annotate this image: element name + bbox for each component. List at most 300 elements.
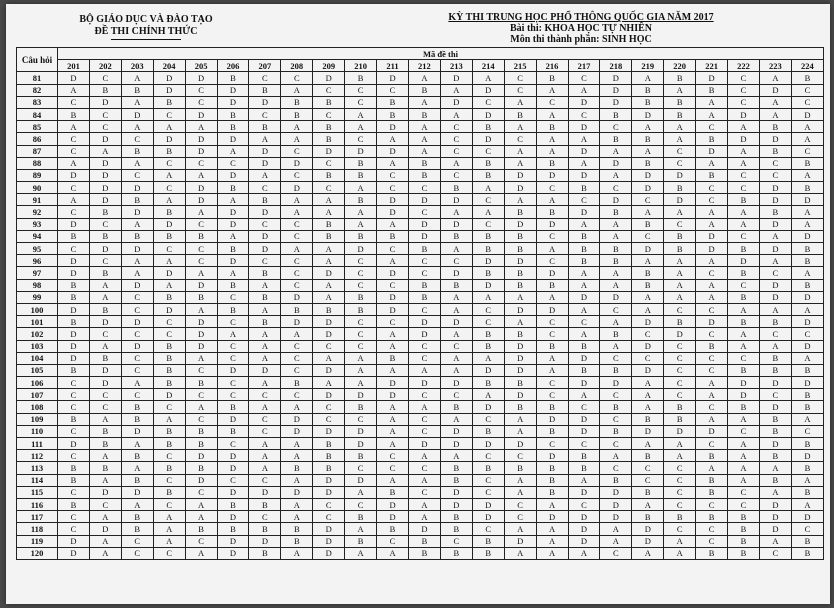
answer-cell: D — [600, 96, 632, 108]
answer-cell: B — [536, 486, 568, 498]
answer-cell: B — [217, 498, 249, 510]
answer-cell: B — [217, 243, 249, 255]
answer-cell: D — [377, 377, 409, 389]
question-number: 96 — [17, 255, 58, 267]
answer-cell: A — [89, 511, 121, 523]
answer-cell: A — [313, 194, 345, 206]
table-row — [17, 194, 824, 206]
answer-cell: A — [89, 474, 121, 486]
answer-cell: C — [600, 121, 632, 133]
answer-cell: C — [313, 340, 345, 352]
answer-cell: B — [217, 279, 249, 291]
answer-cell: B — [377, 96, 409, 108]
answer-cell: C — [281, 169, 313, 181]
answer-cell: B — [185, 291, 217, 303]
answer-cell: A — [728, 328, 760, 340]
answer-cell: A — [281, 474, 313, 486]
answer-cell: B — [696, 474, 728, 486]
answer-cell: B — [536, 206, 568, 218]
answer-cell: A — [377, 133, 409, 145]
answer-cell: B — [791, 389, 823, 401]
answer-cell: C — [408, 425, 440, 437]
answer-cell: B — [153, 462, 185, 474]
answer-cell: A — [345, 377, 377, 389]
exam-code-223: 223 — [759, 60, 791, 72]
answer-cell: B — [504, 462, 536, 474]
exam-codes-row — [17, 60, 824, 72]
answer-cell: D — [217, 547, 249, 559]
answer-cell: B — [408, 84, 440, 96]
answer-cell: A — [568, 328, 600, 340]
answer-cell: D — [759, 523, 791, 535]
question-number: 97 — [17, 267, 58, 279]
answer-cell: C — [313, 413, 345, 425]
answer-cell: B — [600, 243, 632, 255]
answer-cell: B — [696, 486, 728, 498]
answer-cell: C — [58, 206, 90, 218]
answer-cell: A — [536, 145, 568, 157]
answer-cell: D — [345, 389, 377, 401]
answer-cell: B — [408, 108, 440, 120]
answer-cell: B — [153, 230, 185, 242]
answer-cell: A — [632, 389, 664, 401]
answer-cell: D — [58, 72, 90, 84]
answer-cell: C — [345, 84, 377, 96]
answer-cell: C — [185, 157, 217, 169]
answer-cell: D — [185, 145, 217, 157]
answer-cell: D — [632, 535, 664, 547]
answer-cell: B — [600, 206, 632, 218]
answer-cell: C — [281, 340, 313, 352]
answer-cell: B — [58, 291, 90, 303]
table-row — [17, 425, 824, 437]
answer-cell: A — [185, 401, 217, 413]
answer-cell: D — [728, 255, 760, 267]
answer-cell: C — [440, 145, 472, 157]
answer-cell: B — [536, 279, 568, 291]
answer-cell: C — [504, 450, 536, 462]
answer-cell: D — [121, 206, 153, 218]
answer-cell: A — [408, 498, 440, 510]
answer-cell: B — [345, 450, 377, 462]
answer-cell: C — [153, 157, 185, 169]
answer-cell: A — [440, 84, 472, 96]
answer-cell: B — [440, 182, 472, 194]
answer-cell: A — [728, 462, 760, 474]
answer-cell: D — [249, 206, 281, 218]
answer-cell: B — [504, 267, 536, 279]
answer-cell: A — [281, 438, 313, 450]
answer-cell: C — [664, 523, 696, 535]
answer-cell: D — [345, 438, 377, 450]
exam-subject: Bài thi: KHOA HỌC TỰ NHIÊN — [510, 23, 652, 34]
answer-cell: C — [664, 462, 696, 474]
answer-cell: C — [185, 218, 217, 230]
answer-cell: D — [472, 108, 504, 120]
answer-cell: B — [249, 194, 281, 206]
answer-cell: B — [408, 157, 440, 169]
answer-cell: D — [249, 145, 281, 157]
answer-cell: D — [345, 145, 377, 157]
answer-cell: A — [568, 279, 600, 291]
answer-cell: C — [696, 182, 728, 194]
answer-cell: B — [696, 169, 728, 181]
answer-cell: A — [345, 206, 377, 218]
answer-cell: B — [472, 340, 504, 352]
answer-cell: C — [568, 108, 600, 120]
answer-cell: B — [249, 498, 281, 510]
exam-code-216: 216 — [536, 60, 568, 72]
table-row — [17, 206, 824, 218]
answer-cell: A — [472, 352, 504, 364]
table-row — [17, 389, 824, 401]
answer-cell: C — [472, 194, 504, 206]
answer-cell: C — [89, 401, 121, 413]
answer-cell: A — [440, 206, 472, 218]
answer-cell: D — [58, 255, 90, 267]
answer-cell: A — [728, 438, 760, 450]
answer-cell: B — [89, 438, 121, 450]
answer-cell: A — [249, 133, 281, 145]
question-number: 93 — [17, 218, 58, 230]
answer-cell: B — [472, 157, 504, 169]
answer-cell: C — [696, 121, 728, 133]
answer-cell: A — [313, 255, 345, 267]
answer-cell: D — [153, 218, 185, 230]
answer-cell: B — [217, 121, 249, 133]
answer-cell: C — [728, 352, 760, 364]
answer-cell: C — [472, 316, 504, 328]
answer-cell: C — [345, 328, 377, 340]
answer-cell: A — [249, 462, 281, 474]
answer-cell: A — [281, 498, 313, 510]
answer-cell: B — [217, 523, 249, 535]
answer-cell: D — [472, 511, 504, 523]
answer-cell: A — [153, 279, 185, 291]
answer-cell: A — [249, 169, 281, 181]
answer-cell: A — [58, 121, 90, 133]
answer-cell: A — [536, 523, 568, 535]
answer-cell: A — [121, 96, 153, 108]
answer-cell: A — [281, 450, 313, 462]
answer-cell: D — [472, 279, 504, 291]
answer-cell: A — [377, 438, 409, 450]
answer-cell: C — [377, 182, 409, 194]
answer-cell: D — [600, 486, 632, 498]
ministry-name: BỘ GIÁO DỤC VÀ ĐÀO TẠO — [79, 14, 213, 25]
exam-code-219: 219 — [632, 60, 664, 72]
exam-code-207: 207 — [249, 60, 281, 72]
answer-cell: B — [249, 547, 281, 559]
answer-cell: B — [664, 511, 696, 523]
answer-cell: C — [345, 279, 377, 291]
answer-cell: A — [759, 303, 791, 315]
answer-cell: A — [377, 413, 409, 425]
answer-cell: D — [58, 535, 90, 547]
answer-cell: D — [217, 450, 249, 462]
answer-cell: D — [313, 72, 345, 84]
answer-cell: D — [759, 279, 791, 291]
answer-cell: A — [568, 84, 600, 96]
answer-cell: A — [791, 474, 823, 486]
answer-cell: D — [759, 218, 791, 230]
answer-cell: D — [632, 316, 664, 328]
exam-code-217: 217 — [568, 60, 600, 72]
answer-cell: A — [58, 194, 90, 206]
answer-cell: D — [89, 377, 121, 389]
answer-cell: C — [472, 523, 504, 535]
answer-cell: C — [281, 255, 313, 267]
answer-cell: C — [249, 474, 281, 486]
answer-cell: D — [377, 194, 409, 206]
answer-cell: D — [377, 145, 409, 157]
answer-cell: D — [217, 169, 249, 181]
answer-cell: C — [58, 243, 90, 255]
answer-cell: C — [58, 450, 90, 462]
answer-cell: A — [696, 255, 728, 267]
answer-cell: B — [568, 255, 600, 267]
exam-title: KỲ THI TRUNG HỌC PHỔ THÔNG QUỐC GIA NĂM 2017 — [448, 12, 714, 23]
table-row — [17, 498, 824, 510]
answer-cell: C — [728, 182, 760, 194]
question-number: 102 — [17, 328, 58, 340]
answer-cell: D — [217, 84, 249, 96]
answer-cell: C — [185, 486, 217, 498]
answer-cell: A — [408, 511, 440, 523]
answer-cell: D — [408, 438, 440, 450]
table-row — [17, 108, 824, 120]
answer-cell: C — [58, 96, 90, 108]
answer-cell: C — [408, 255, 440, 267]
answer-cell: B — [345, 230, 377, 242]
question-number: 92 — [17, 206, 58, 218]
answer-cell: B — [440, 523, 472, 535]
answer-cell: C — [249, 218, 281, 230]
answer-cell: D — [440, 194, 472, 206]
answer-cell: B — [791, 279, 823, 291]
answer-cell: A — [664, 291, 696, 303]
answer-cell: B — [472, 121, 504, 133]
answer-cell: A — [759, 108, 791, 120]
answer-cell: B — [600, 133, 632, 145]
answer-cell: A — [472, 182, 504, 194]
table-row — [17, 438, 824, 450]
answer-cell: D — [185, 316, 217, 328]
answer-cell: B — [472, 230, 504, 242]
answer-cell: D — [696, 72, 728, 84]
answer-cell: C — [536, 182, 568, 194]
answer-cell: A — [185, 267, 217, 279]
answer-cell: B — [121, 145, 153, 157]
answer-cell: D — [568, 96, 600, 108]
answer-cell: D — [536, 511, 568, 523]
answer-cell: C — [281, 218, 313, 230]
answer-cell: C — [632, 352, 664, 364]
answer-cell: D — [504, 303, 536, 315]
answer-cell: D — [249, 243, 281, 255]
question-number: 94 — [17, 230, 58, 242]
answer-cell: D — [217, 535, 249, 547]
answer-cell: C — [89, 255, 121, 267]
answer-cell: D — [408, 328, 440, 340]
answer-cell: D — [377, 291, 409, 303]
answer-cell: D — [185, 194, 217, 206]
table-row — [17, 243, 824, 255]
answer-cell: D — [791, 194, 823, 206]
answer-cell: B — [759, 364, 791, 376]
answer-cell: D — [185, 182, 217, 194]
answer-cell: A — [536, 364, 568, 376]
answer-cell: A — [121, 72, 153, 84]
answer-cell: D — [185, 474, 217, 486]
answer-cell: A — [89, 450, 121, 462]
answer-cell: D — [664, 328, 696, 340]
answer-cell: A — [185, 303, 217, 315]
answer-cell: D — [313, 145, 345, 157]
answer-cell: D — [185, 340, 217, 352]
answer-cell: C — [759, 169, 791, 181]
answer-cell: B — [472, 547, 504, 559]
answer-cell: A — [504, 121, 536, 133]
answer-cell: A — [664, 438, 696, 450]
answer-cell: B — [728, 535, 760, 547]
answer-cell: C — [536, 377, 568, 389]
answer-cell: B — [377, 230, 409, 242]
answer-cell: D — [217, 255, 249, 267]
answer-cell: D — [281, 316, 313, 328]
answer-cell: A — [377, 425, 409, 437]
answer-cell: A — [664, 84, 696, 96]
answer-cell: D — [408, 218, 440, 230]
answer-cell: A — [345, 352, 377, 364]
answer-cell: B — [759, 145, 791, 157]
answer-cell: C — [568, 194, 600, 206]
answer-cell: B — [153, 377, 185, 389]
answer-cell: C — [185, 255, 217, 267]
answer-cell: B — [185, 462, 217, 474]
answer-cell: D — [89, 316, 121, 328]
answer-cell: A — [536, 291, 568, 303]
answer-cell: C — [696, 523, 728, 535]
answer-cell: B — [313, 450, 345, 462]
answer-cell: B — [632, 486, 664, 498]
answer-cell: B — [472, 169, 504, 181]
question-number: 84 — [17, 108, 58, 120]
answer-cell: C — [345, 413, 377, 425]
answer-cell: C — [58, 377, 90, 389]
answer-cell: D — [759, 194, 791, 206]
answer-cell: A — [696, 206, 728, 218]
answer-cell: D — [58, 169, 90, 181]
answer-cell: B — [632, 267, 664, 279]
answer-cell: C — [664, 389, 696, 401]
answer-cell: B — [58, 413, 90, 425]
answer-cell: A — [281, 121, 313, 133]
answer-cell: D — [217, 96, 249, 108]
answer-cell: D — [217, 511, 249, 523]
answer-cell: C — [759, 267, 791, 279]
answer-cell: B — [632, 279, 664, 291]
answer-cell: C — [89, 108, 121, 120]
answer-cell: C — [696, 438, 728, 450]
answer-cell: A — [121, 462, 153, 474]
answer-cell: B — [472, 267, 504, 279]
answer-cell: B — [536, 425, 568, 437]
answer-cell: D — [632, 425, 664, 437]
answer-cell: D — [313, 425, 345, 437]
answer-cell: D — [759, 291, 791, 303]
answer-cell: B — [313, 218, 345, 230]
answer-cell: D — [440, 486, 472, 498]
answer-cell: D — [440, 96, 472, 108]
answer-cell: A — [696, 218, 728, 230]
answer-cell: A — [345, 218, 377, 230]
question-number: 120 — [17, 547, 58, 559]
header-divider — [111, 39, 181, 40]
answer-cell: D — [217, 364, 249, 376]
answer-cell: C — [153, 328, 185, 340]
answer-cell: A — [600, 169, 632, 181]
answer-cell: D — [568, 377, 600, 389]
answer-cell: A — [536, 498, 568, 510]
answer-cell: D — [89, 182, 121, 194]
answer-cell: C — [121, 535, 153, 547]
answer-cell: A — [408, 450, 440, 462]
answer-cell: C — [249, 425, 281, 437]
answer-cell: D — [440, 498, 472, 510]
answer-cell: A — [632, 72, 664, 84]
answer-cell: D — [504, 169, 536, 181]
question-number: 98 — [17, 279, 58, 291]
answer-cell: C — [696, 328, 728, 340]
answer-cell: B — [568, 182, 600, 194]
exam-code-213: 213 — [440, 60, 472, 72]
answer-cell: C — [89, 389, 121, 401]
answer-cell: B — [153, 96, 185, 108]
answer-cell: B — [600, 255, 632, 267]
answer-cell: A — [153, 511, 185, 523]
exam-code-202: 202 — [89, 60, 121, 72]
answer-cell: B — [504, 243, 536, 255]
answer-cell: A — [281, 401, 313, 413]
answer-cell: D — [121, 425, 153, 437]
answer-cell: A — [791, 413, 823, 425]
answer-cell: D — [759, 182, 791, 194]
answer-cell: C — [281, 364, 313, 376]
answer-cell: B — [153, 425, 185, 437]
answer-cell: C — [121, 133, 153, 145]
answer-cell: C — [58, 401, 90, 413]
question-number: 107 — [17, 389, 58, 401]
answer-cell: B — [568, 450, 600, 462]
answer-cell: A — [472, 72, 504, 84]
answer-cell: A — [791, 498, 823, 510]
answer-cell: A — [728, 218, 760, 230]
answer-cell: A — [632, 377, 664, 389]
answer-cell: B — [664, 72, 696, 84]
answer-cell: C — [664, 474, 696, 486]
answer-cell: A — [153, 169, 185, 181]
answer-cell: B — [759, 352, 791, 364]
answer-cell: B — [217, 425, 249, 437]
answer-cell: A — [696, 279, 728, 291]
answer-cell: D — [791, 511, 823, 523]
answer-cell: A — [696, 377, 728, 389]
answer-cell: A — [568, 133, 600, 145]
answer-cell: A — [728, 450, 760, 462]
answer-cell: C — [472, 145, 504, 157]
answer-cell: C — [664, 157, 696, 169]
